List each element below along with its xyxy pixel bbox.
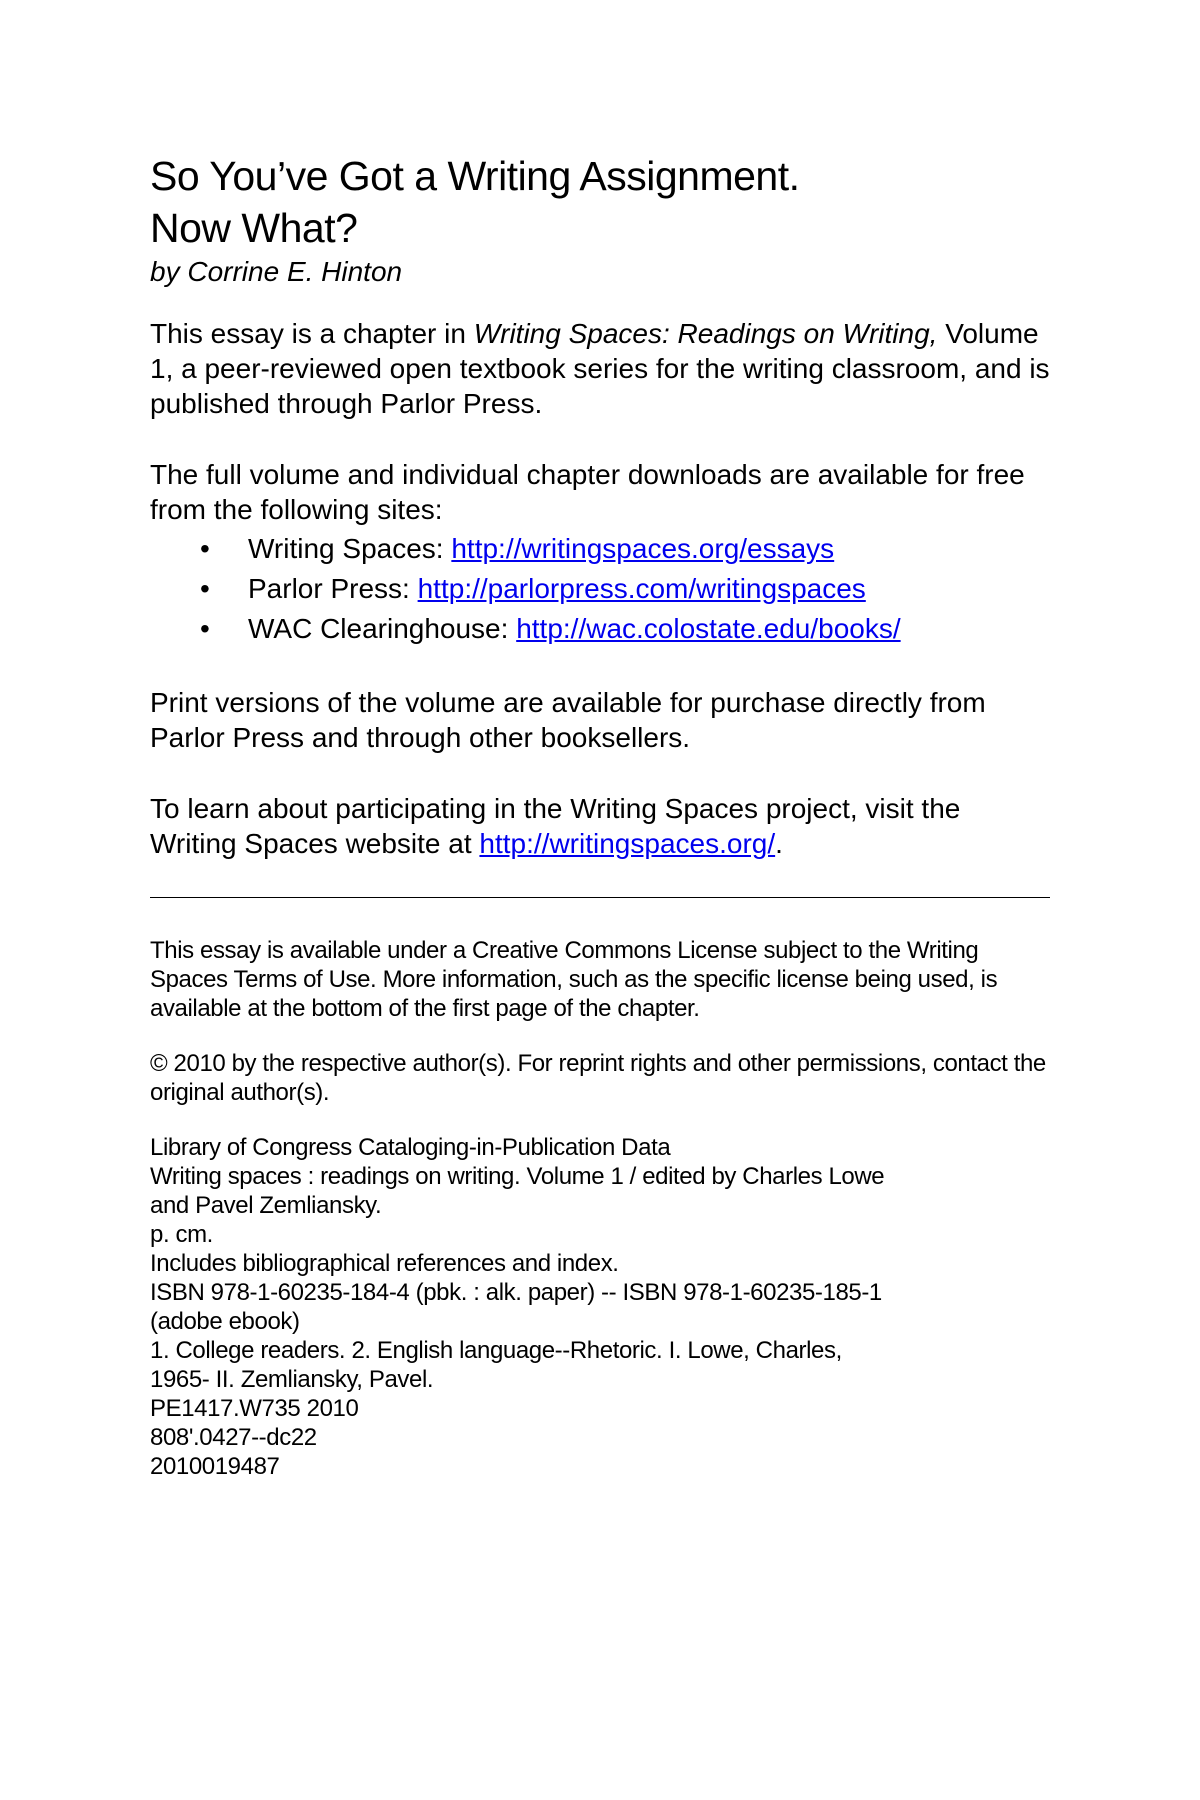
book-title: Writing Spaces: Readings on Writing,	[473, 318, 938, 349]
bullet-icon: •	[200, 573, 210, 604]
download-sites-list	[150, 529, 1050, 649]
intro-paragraph	[150, 316, 1050, 421]
list-item	[150, 529, 1050, 569]
cip-line: Writing spaces : readings on writing. Volume 1 / edited by Charles Lowe	[150, 1163, 885, 1190]
cip-line: (adobe ebook)	[150, 1308, 300, 1335]
learn-text: To learn about participating in the Writing Spaces project, visit the Writing Spaces website at	[150, 793, 961, 859]
cip-line: p. cm.	[150, 1221, 213, 1248]
writing-spaces-essays-link[interactable]: http://writingspaces.org/essays	[451, 533, 835, 564]
cip-line: PE1417.W735 2010	[150, 1395, 359, 1422]
downloads-paragraph: The full volume and individual chapter downloads are available for free from the following sites:	[150, 459, 1025, 525]
learn-paragraph	[150, 791, 1050, 861]
cataloging-data	[150, 1133, 1050, 1481]
cip-line: and Pavel Zemliansky.	[150, 1192, 382, 1219]
cip-line: 1965- II. Zemliansky, Pavel.	[150, 1366, 434, 1393]
site-label: WAC Clearinghouse:	[248, 613, 517, 644]
horizontal-divider	[150, 897, 1050, 898]
copyright-paragraph: © 2010 by the respective author(s). For reprint rights and other permissions, contact the original author(s).	[150, 1050, 1046, 1106]
parlor-press-link[interactable]: http://parlorpress.com/writingspaces	[417, 573, 866, 604]
bullet-icon: •	[200, 613, 210, 644]
document-page	[150, 150, 1050, 1481]
wac-clearinghouse-link[interactable]: http://wac.colostate.edu/books/	[516, 613, 901, 644]
list-item	[150, 569, 1050, 609]
document-title	[150, 150, 1050, 254]
learn-period: .	[775, 828, 783, 859]
intro-text-before: This essay is a chapter in	[150, 318, 474, 349]
writing-spaces-website-link[interactable]: http://writingspaces.org/	[479, 828, 776, 859]
cip-line: 1. College readers. 2. English language--Rhetoric. I. Lowe, Charles,	[150, 1337, 842, 1364]
print-paragraph: Print versions of the volume are available for purchase directly from Parlor Press and through other booksellers.	[150, 687, 986, 753]
intro-text-after: Volume 1, a peer-reviewed open textbook series for the writing classroom, and is published through Parlor Press.	[150, 318, 1050, 419]
cip-line: ISBN 978-1-60235-184-4 (pbk. : alk. paper) -- ISBN 978-1-60235-185-1	[150, 1279, 882, 1306]
cip-line: 2010019487	[150, 1453, 280, 1480]
cip-line: Library of Congress Cataloging-in-Publication Data	[150, 1134, 671, 1161]
bullet-icon: •	[200, 533, 210, 564]
cip-line: Includes bibliographical references and index.	[150, 1250, 619, 1277]
title-line-2: Now What?	[150, 205, 358, 251]
site-label: Writing Spaces:	[248, 533, 452, 564]
license-paragraph: This essay is available under a Creative Commons License subject to the Writing Spaces Terms of Use. More information, such as the specific license being used, is available at the bottom of the first page of the chapter.	[150, 937, 998, 1022]
title-line-1: So You’ve Got a Writing Assignment.	[150, 153, 800, 199]
author-byline: by Corrine E. Hinton	[150, 256, 403, 287]
cip-line: 808'.0427--dc22	[150, 1424, 317, 1451]
site-label: Parlor Press:	[248, 573, 418, 604]
list-item	[150, 609, 1050, 649]
